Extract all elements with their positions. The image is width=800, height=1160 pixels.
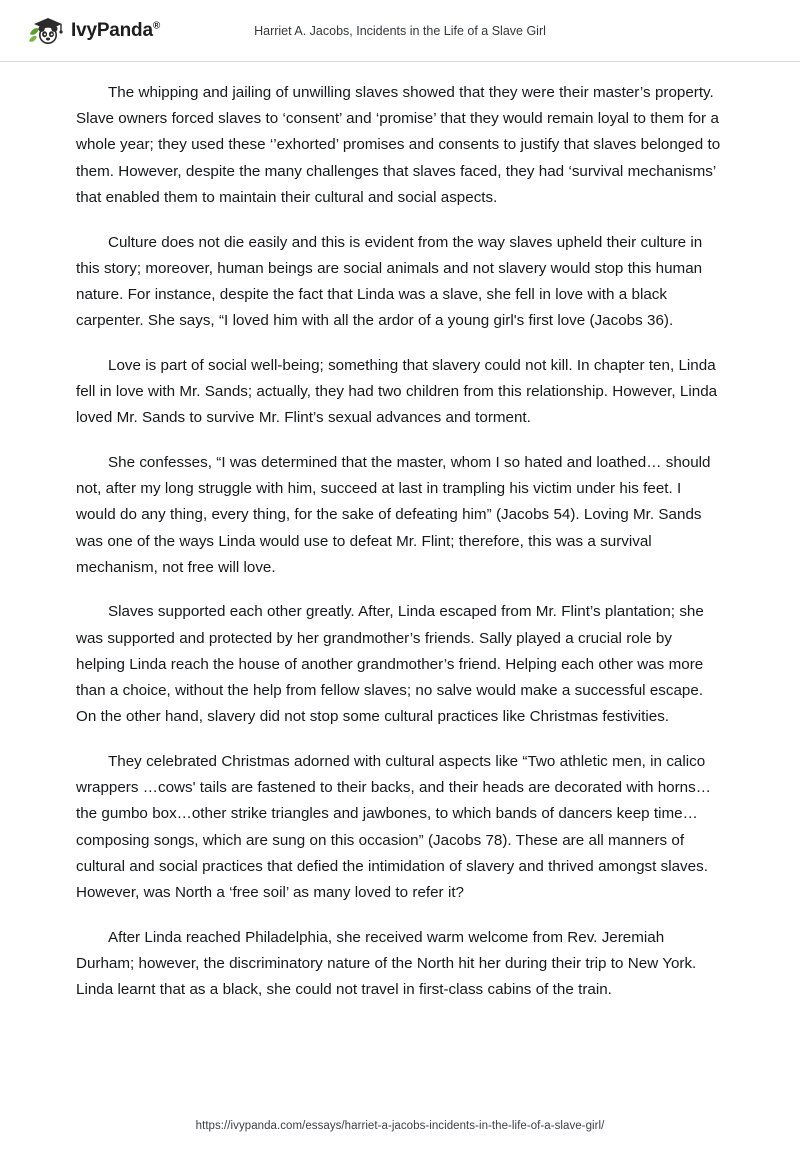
paragraph: Slaves supported each other greatly. After, Linda escaped from Mr. Flint’s plantation; she was supported and protected by her grandmother’s friends. Sally played a crucial role by helping Linda reach the house of another grandmother’s friend. Helping each other was more than a choice, without the help from fellow slaves; no salve would make a successful escape. On the other hand, slavery did not stop some cultural practices like Christmas festivities. <box>76 603 704 726</box>
ivypanda-panda-graduation-cap-icon <box>28 15 64 47</box>
page-footer <box>0 1116 800 1134</box>
paragraph: She confesses, “I was determined that the master, whom I so hated and loathed… should not, after my long struggle with him, succeed at last in trampling his victim under his feet. I would do any thing, every thing, for the sake of defeating him” (Jacobs 54). Loving Mr. Sands was one of the ways Linda would use to defeat Mr. Flint; therefore, this was a survival mechanism, not free will love. <box>76 453 711 576</box>
registered-mark: ® <box>152 20 161 32</box>
paragraph: After Linda reached Philadelphia, she received warm welcome from Rev. Jeremiah Durham; however, the discriminatory nature of the North hit her during their trip to New York. Linda learnt that as a black, she could not travel in first-class cabins of the train. <box>76 928 697 999</box>
paragraph: Culture does not die easily and this is evident from the way slaves upheld their culture in this story; moreover, human beings are social animals and not slavery would stop this human nature. For instance, despite the fact that Linda was a slave, she fell in love with a black carpenter. She says, “I loved him with all the ardor of a young girl's first love (Jacobs 36). <box>76 233 703 330</box>
page-header <box>0 0 800 62</box>
brand-logo-link[interactable] <box>28 15 160 47</box>
paragraph: Love is part of social well-being; something that slavery could not kill. In chapter ten, Linda fell in love with Mr. Sands; actually, they had two children from this relationship. However, Linda loved Mr. Sands to survive Mr. Flint’s sexual advances and torment. <box>76 356 718 427</box>
document-body <box>76 62 724 1022</box>
brand-name <box>71 20 160 42</box>
paragraph: The whipping and jailing of unwilling slaves showed that they were their master’s property. Slave owners forced slaves to ‘consent’ and ‘promise’ that they would remain loyal to them for a whole year; they used these ‘’exhorted’ promises and consents to justify that slaves belonged to them. However, despite the many challenges that slaves faced, they had ‘survival mechanisms’ that enabled them to maintain their cultural and social aspects. <box>76 84 721 206</box>
paragraph: They celebrated Christmas adorned with cultural aspects like “Two athletic men, in calico wrappers …cows' tails are fastened to their backs, and their heads are decorated with horns…the gumbo box…other strike triangles and jawbones, to which bands of dancers keep time…composing songs, which are sung on this occasion” (Jacobs 78). These are all manners of cultural and social practices that defied the intimidation of slavery and thrived amongst slaves. However, was North a ‘free soil’ as many loved to refer it? <box>76 752 711 901</box>
brand-name-text: IvyPanda <box>71 19 153 41</box>
source-url-link[interactable]: https://ivypanda.com/essays/harriet-a-jacobs-incidents-in-the-life-of-a-slave-girl/ <box>195 1120 605 1132</box>
document-title: Harriet A. Jacobs, Incidents in the Life of a Slave Girl <box>254 24 546 38</box>
